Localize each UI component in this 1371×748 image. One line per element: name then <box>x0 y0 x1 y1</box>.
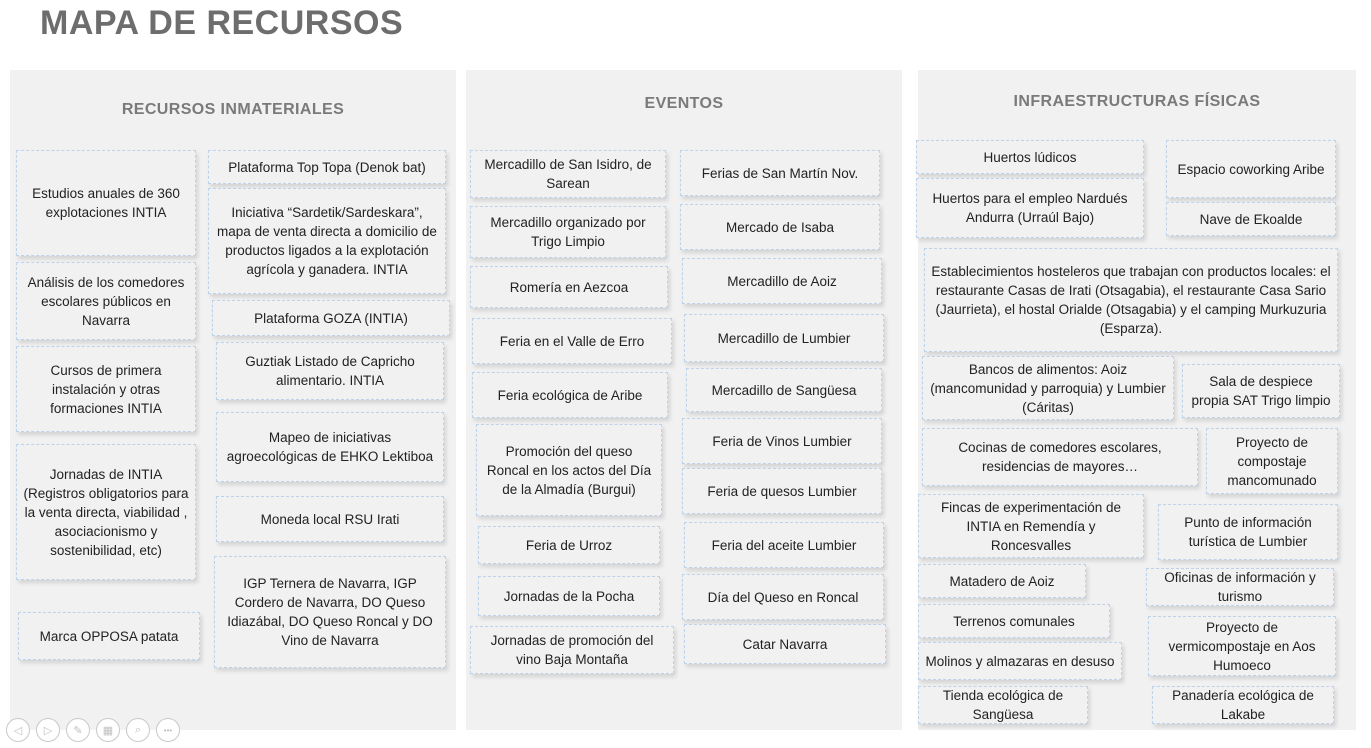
event-card: Ferias de San Martín Nov. <box>680 150 880 196</box>
panel-eventos <box>466 70 902 730</box>
resource-card: Análisis de los comedores escolares públicos en Navarra <box>16 262 196 340</box>
infrastructure-card: Cocinas de comedores escolares, residencias de mayores… <box>922 428 1198 486</box>
infrastructure-card: Bancos de alimentos: Aoiz (mancomunidad y parroquia) y Lumbier (Cáritas) <box>922 356 1174 420</box>
event-card: Feria del aceite Lumbier <box>684 522 884 568</box>
panel-title: EVENTOS <box>644 95 724 112</box>
event-card: Feria de Vinos Lumbier <box>682 418 882 464</box>
event-card: Feria ecológica de Aribe <box>472 372 668 418</box>
infrastructure-card: Molinos y almazaras en desuso <box>918 642 1122 680</box>
event-card: Mercadillo organizado por Trigo Limpio <box>470 206 666 258</box>
infrastructure-card: Proyecto de vermicompostaje en Aos Humoeco <box>1148 616 1336 676</box>
panel-title: INFRAESTRUCTURAS FÍSICAS <box>1013 93 1261 110</box>
infrastructure-card: Establecimientos hosteleros que trabajan con productos locales: el restaurante Casas de Irati (Otsagabia), el restaurante Casa Sario (Jaurrieta), el hostal Orialde (Otsagabia) y el camping Murkuzuria (Esparza). <box>924 248 1338 352</box>
event-card: Mercado de Isaba <box>680 204 880 250</box>
infrastructure-card: Sala de despiece propia SAT Trigo limpio <box>1182 364 1340 418</box>
resource-card: Moneda local RSU Irati <box>216 496 444 542</box>
resource-card: Marca OPPOSA patata <box>18 612 200 660</box>
prev-icon[interactable]: ◁ <box>6 718 30 742</box>
panel-infraestructuras-fisicas <box>918 70 1356 730</box>
page-title: MAPA DE RECURSOS <box>40 4 404 42</box>
more-icon[interactable]: ••• <box>156 718 180 742</box>
resource-card: Iniciativa “Sardetik/Sardeskara”, mapa de venta directa a domicilio de productos ligados a la explotación agrícola y ganadera. INTIA <box>208 188 446 294</box>
infrastructure-card: Fincas de experimentación de INTIA en Remendía y Roncesvalles <box>918 494 1144 558</box>
presentation-toolbar <box>6 718 180 742</box>
resource-card: IGP Ternera de Navarra, IGP Cordero de Navarra, DO Queso Idiazábal, DO Queso Roncal y DO Vino de Navarra <box>214 556 446 668</box>
event-card: Mercadillo de Lumbier <box>684 314 884 362</box>
resource-card: Mapeo de iniciativas agroecológicas de EHKO Lektiboa <box>216 412 444 482</box>
event-card: Jornadas de promoción del vino Baja Montaña <box>470 626 674 674</box>
slides-icon[interactable]: ▦ <box>96 718 120 742</box>
event-card: Catar Navarra <box>684 624 886 664</box>
event-card: Día del Queso en Roncal <box>682 574 884 620</box>
infrastructure-card: Panadería ecológica de Lakabe <box>1152 686 1334 724</box>
infrastructure-card: Huertos para el empleo Nardués Andurra (Urraúl Bajo) <box>916 178 1144 238</box>
event-card: Mercadillo de San Isidro, de Sarean <box>470 150 666 198</box>
infrastructure-card: Matadero de Aoiz <box>918 564 1086 598</box>
event-card: Jornadas de la Pocha <box>478 576 660 616</box>
infrastructure-card: Tienda ecológica de Sangüesa <box>918 686 1088 724</box>
event-card: Feria de Urroz <box>478 526 660 564</box>
resource-card: Jornadas de INTIA (Registros obligatorios para la venta directa, viabilidad , asociacionismo y sostenibilidad, etc) <box>16 444 196 580</box>
event-card: Feria en el Valle de Erro <box>472 318 672 364</box>
event-card: Feria de quesos Lumbier <box>682 468 882 514</box>
event-card: Mercadillo de Sangüesa <box>686 368 882 412</box>
infrastructure-card: Huertos lúdicos <box>916 140 1144 174</box>
infrastructure-card: Espacio coworking Aribe <box>1166 140 1336 198</box>
event-card: Mercadillo de Aoiz <box>682 258 882 304</box>
zoom-icon[interactable]: ⌕ <box>126 718 150 742</box>
event-card: Promoción del queso Roncal en los actos del Día de la Almadía (Burgui) <box>476 424 662 516</box>
infrastructure-card: Oficinas de información y turismo <box>1146 568 1334 606</box>
next-icon[interactable]: ▷ <box>36 718 60 742</box>
infrastructure-card: Nave de Ekoalde <box>1166 202 1336 236</box>
resource-card: Guztiak Listado de Capricho alimentario. INTIA <box>216 342 444 400</box>
infrastructure-card: Terrenos comunales <box>918 604 1110 638</box>
event-card: Romería en Aezcoa <box>470 266 668 308</box>
infrastructure-card: Punto de información turística de Lumbier <box>1158 504 1338 560</box>
infrastructure-card: Proyecto de compostaje mancomunado <box>1206 428 1338 494</box>
resource-card: Estudios anuales de 360 explotaciones INTIA <box>16 150 196 256</box>
panel-title: RECURSOS INMATERIALES <box>121 101 345 118</box>
pen-icon[interactable]: ✎ <box>66 718 90 742</box>
resource-card: Plataforma GOZA (INTIA) <box>212 300 450 336</box>
resource-card: Cursos de primera instalación y otras formaciones INTIA <box>16 346 196 432</box>
resource-card: Plataforma Top Topa (Denok bat) <box>208 150 446 184</box>
panel-recursos-inmateriales <box>10 70 456 730</box>
